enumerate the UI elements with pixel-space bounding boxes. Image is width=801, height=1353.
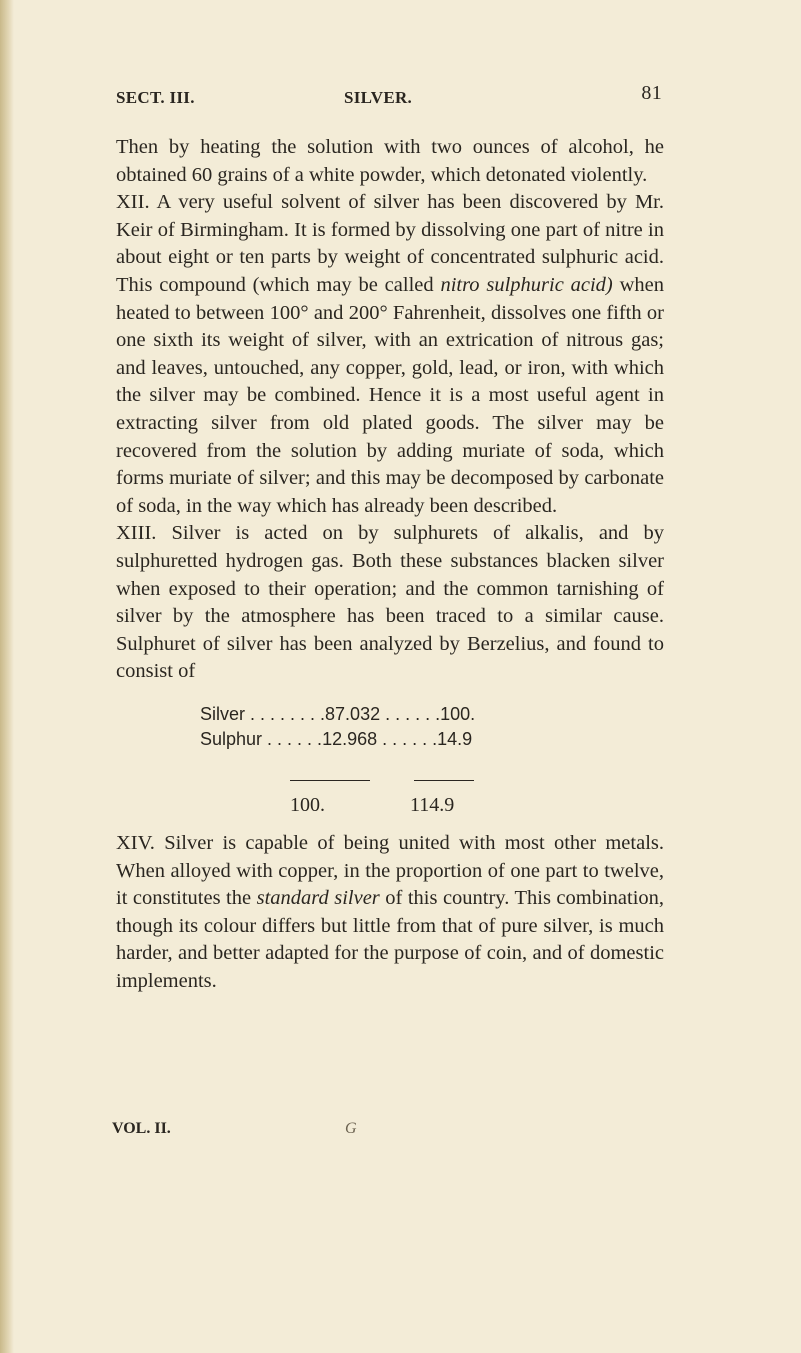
paragraph-xiv [116,830,664,996]
section-label: SECT. III. [116,88,195,107]
nitro-sulphuric-acid-term: nitro sulphuric acid) [440,273,613,296]
percent-value: 87.032 [325,704,381,724]
paragraph-xiv-part2: of this country. This combination, though its colour differs but little from that of pure silver, is much harder, and better adapted for the purpose of coin, and of domestic implements. [116,887,665,992]
paragraph-detonation: Then by heating the solution with two ounces of alcohol, he obtained 60 grains of a white powder, which detonated violently. [116,136,664,186]
total-ratio: 114.9 [410,794,455,816]
table-row [200,702,620,727]
chapter-title: SILVER. [344,88,413,107]
sulphuret-analysis-table [200,702,620,752]
percent-value: 12.968 [322,729,378,749]
ratio-value: 14.9 [437,729,473,749]
paragraph-xiv-part1: XIV. Silver is capable of being united with most other metals. When alloyed with copper, in the proportion of one part to twelve, it constitutes the [116,832,664,910]
sum-rule [414,780,474,781]
sum-rule [290,780,370,781]
element-name: Silver [200,704,246,724]
running-head [116,82,662,110]
table-row [200,727,620,752]
element-name: Sulphur [200,729,263,749]
leader-dots: . . . . . . [380,704,441,724]
volume-label: VOL. II. [112,1120,171,1137]
signature-mark: G [345,1120,357,1137]
leader-dots: . . . . . . [377,729,438,749]
leader-dots: . . . . . . . . [245,704,326,724]
body-text-bottom [116,830,664,996]
paragraph-xii [116,189,664,520]
total-percent: 100. [290,794,325,816]
leader-dots: . . . . . . [262,729,323,749]
body-text-top [116,134,664,686]
page-footer [112,1120,672,1144]
page-number: 81 [641,82,662,104]
paragraph-xii-part1: XII. A very useful solvent of silver has been discovered by Mr. Keir of Birmingham. It is formed by dissolving one part of nitre in about eight or ten parts by weight of concentrated sulphuric acid. This compound (which may be called [116,191,664,296]
paragraph-xii-part2: when heated to between 100° and 200° Fahrenheit, dissolves one fifth or one sixth its weight of silver, with an extrication of nitrous gas; and leaves, untouched, any copper, gold, lead, or iron, with which the silver may be combined. Hence it is a most useful agent in extracting silver from old plated goods. The silver may be recovered from the solution by adding muriate of soda, which forms muriate of silver; and this may be decomposed by carbonate of soda, in the way which has already been described. [116,273,664,517]
paragraph-xiii: XIII. Silver is acted on by sulphurets of alkalis, and by sulphuretted hydrogen gas. Both these substances blacken silver when exposed to their operation; and the common tarnishing of silver by the atmosphere has been traced to a similar cause. Sulphuret of silver has been analyzed by Berzelius, and found to consist of [116,522,664,683]
standard-silver-term: standard silver [256,887,380,910]
ratio-value: 100. [440,704,476,724]
